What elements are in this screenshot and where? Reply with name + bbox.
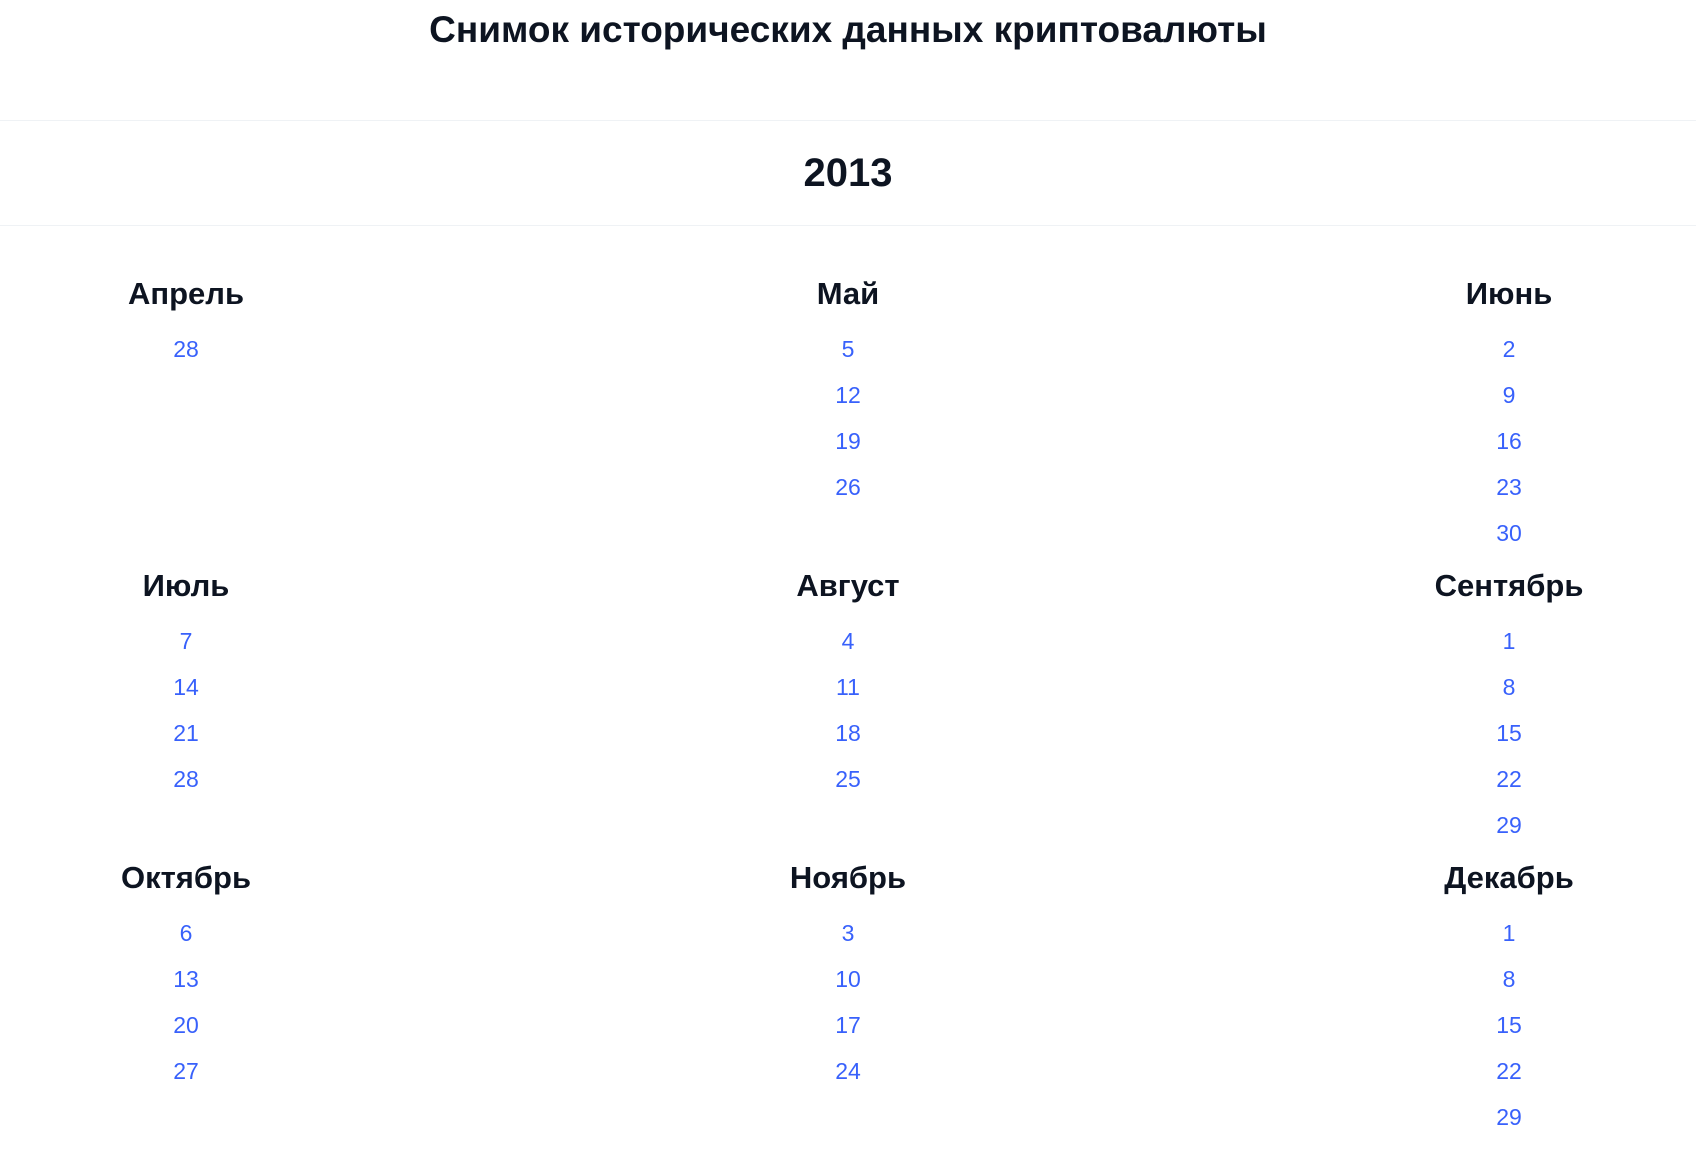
day-list-item xyxy=(173,664,199,710)
snapshot-day-link[interactable]: 21 xyxy=(173,720,199,746)
day-list xyxy=(1496,618,1522,848)
day-list-item xyxy=(1503,910,1516,956)
snapshot-day-link[interactable]: 24 xyxy=(835,1058,861,1084)
month-block-inner xyxy=(764,858,932,1094)
day-list xyxy=(173,910,199,1094)
year-section-header xyxy=(0,120,1696,226)
day-list-item xyxy=(835,372,861,418)
month-block xyxy=(22,274,573,566)
month-block-inner xyxy=(102,858,270,1094)
month-name: Июнь xyxy=(1465,276,1553,311)
day-list-item xyxy=(835,418,861,464)
page-title: Снимок исторических данных криптовалюты xyxy=(429,9,1267,50)
snapshot-day-link[interactable]: 5 xyxy=(841,336,855,362)
month-block-inner xyxy=(102,566,270,802)
day-list xyxy=(1496,326,1522,556)
snapshot-day-link[interactable]: 8 xyxy=(1502,966,1516,992)
snapshot-day-link[interactable]: 7 xyxy=(179,628,193,654)
month-block-inner xyxy=(102,274,270,372)
snapshot-day-link[interactable]: 15 xyxy=(1496,1012,1522,1038)
day-list-item xyxy=(173,1048,199,1094)
day-list-item xyxy=(1503,326,1516,372)
snapshot-day-link[interactable]: 25 xyxy=(835,766,861,792)
snapshot-day-link[interactable]: 2 xyxy=(1502,336,1516,362)
day-list-item xyxy=(1496,1094,1522,1140)
day-list-item xyxy=(1496,510,1522,556)
snapshot-day-link[interactable]: 20 xyxy=(173,1012,199,1038)
month-name: Октябрь xyxy=(120,860,252,895)
day-list-item xyxy=(842,326,855,372)
day-list-item xyxy=(835,464,861,510)
snapshot-day-link[interactable]: 27 xyxy=(173,1058,199,1084)
snapshot-day-link[interactable]: 17 xyxy=(835,1012,861,1038)
day-list-item xyxy=(1496,1002,1522,1048)
snapshot-day-link[interactable]: 6 xyxy=(179,920,193,946)
day-list-item xyxy=(1496,1048,1522,1094)
snapshot-day-link[interactable]: 23 xyxy=(1496,474,1522,500)
month-name: Август xyxy=(796,568,900,603)
day-list-item xyxy=(1496,464,1522,510)
day-list xyxy=(173,618,199,802)
snapshot-day-link[interactable]: 26 xyxy=(835,474,861,500)
snapshot-day-link[interactable]: 22 xyxy=(1496,766,1522,792)
month-block-inner xyxy=(1425,566,1593,848)
month-name: Ноябрь xyxy=(789,860,907,895)
month-block xyxy=(22,858,573,1150)
month-block-inner xyxy=(1425,274,1593,556)
day-list-item xyxy=(835,956,861,1002)
month-name: Июль xyxy=(142,568,230,603)
day-list-item xyxy=(1496,710,1522,756)
month-block xyxy=(1123,566,1674,858)
snapshot-day-link[interactable]: 11 xyxy=(836,674,860,700)
day-list-item xyxy=(1503,372,1516,418)
snapshot-day-link[interactable]: 9 xyxy=(1502,382,1516,408)
snapshot-day-link[interactable]: 29 xyxy=(1496,1104,1522,1130)
snapshot-day-link[interactable]: 10 xyxy=(835,966,861,992)
day-list-item xyxy=(173,1002,199,1048)
snapshot-day-link[interactable]: 15 xyxy=(1496,720,1522,746)
month-name: Май xyxy=(816,276,880,311)
day-list-item xyxy=(1496,802,1522,848)
day-list-item xyxy=(842,910,855,956)
day-list-item xyxy=(180,910,193,956)
day-list xyxy=(835,910,861,1094)
day-list xyxy=(1496,910,1522,1140)
month-block-inner xyxy=(764,274,932,510)
month-block-inner xyxy=(764,566,932,802)
month-name: Декабрь xyxy=(1444,860,1574,895)
month-block xyxy=(573,858,1124,1150)
day-list-item xyxy=(180,618,193,664)
year-title: 2013 xyxy=(803,150,893,195)
day-list-item xyxy=(842,618,855,664)
snapshot-day-link[interactable]: 4 xyxy=(841,628,855,654)
snapshot-day-link[interactable]: 1 xyxy=(1502,628,1516,654)
snapshot-day-link[interactable]: 29 xyxy=(1496,812,1522,838)
day-list-item xyxy=(173,756,199,802)
snapshot-day-link[interactable]: 12 xyxy=(835,382,861,408)
day-list-item xyxy=(1496,418,1522,464)
day-list-item xyxy=(835,1002,861,1048)
snapshot-day-link[interactable]: 28 xyxy=(173,766,199,792)
day-list-item xyxy=(1503,618,1516,664)
month-block xyxy=(573,566,1124,858)
snapshot-day-link[interactable]: 1 xyxy=(1502,920,1516,946)
month-block xyxy=(1123,274,1674,566)
snapshot-day-link[interactable]: 16 xyxy=(1496,428,1522,454)
day-list xyxy=(835,326,861,510)
snapshot-day-link[interactable]: 8 xyxy=(1502,674,1516,700)
snapshot-day-link[interactable]: 22 xyxy=(1496,1058,1522,1084)
snapshot-day-link[interactable]: 19 xyxy=(835,428,861,454)
month-block-inner xyxy=(1425,858,1593,1140)
day-list-item xyxy=(835,756,861,802)
snapshot-day-link[interactable]: 30 xyxy=(1496,520,1522,546)
day-list-item xyxy=(173,326,199,372)
snapshot-day-link[interactable]: 3 xyxy=(841,920,855,946)
months-grid xyxy=(0,226,1696,1150)
snapshot-day-link[interactable]: 18 xyxy=(835,720,861,746)
month-block xyxy=(22,566,573,858)
snapshot-day-link[interactable]: 13 xyxy=(173,966,199,992)
day-list-item xyxy=(1503,956,1516,1002)
month-block xyxy=(573,274,1124,566)
day-list-item xyxy=(835,1048,861,1094)
day-list-item xyxy=(173,710,199,756)
day-list-item xyxy=(836,664,860,710)
snapshot-day-link[interactable]: 14 xyxy=(173,674,199,700)
day-list xyxy=(173,326,199,372)
month-block xyxy=(1123,858,1674,1150)
snapshot-day-link[interactable]: 28 xyxy=(173,336,199,362)
day-list-item xyxy=(1496,756,1522,802)
month-name: Апрель xyxy=(127,276,245,311)
day-list-item xyxy=(1503,664,1516,710)
day-list xyxy=(835,618,861,802)
month-name: Сентябрь xyxy=(1434,568,1584,603)
day-list-item xyxy=(173,956,199,1002)
day-list-item xyxy=(835,710,861,756)
